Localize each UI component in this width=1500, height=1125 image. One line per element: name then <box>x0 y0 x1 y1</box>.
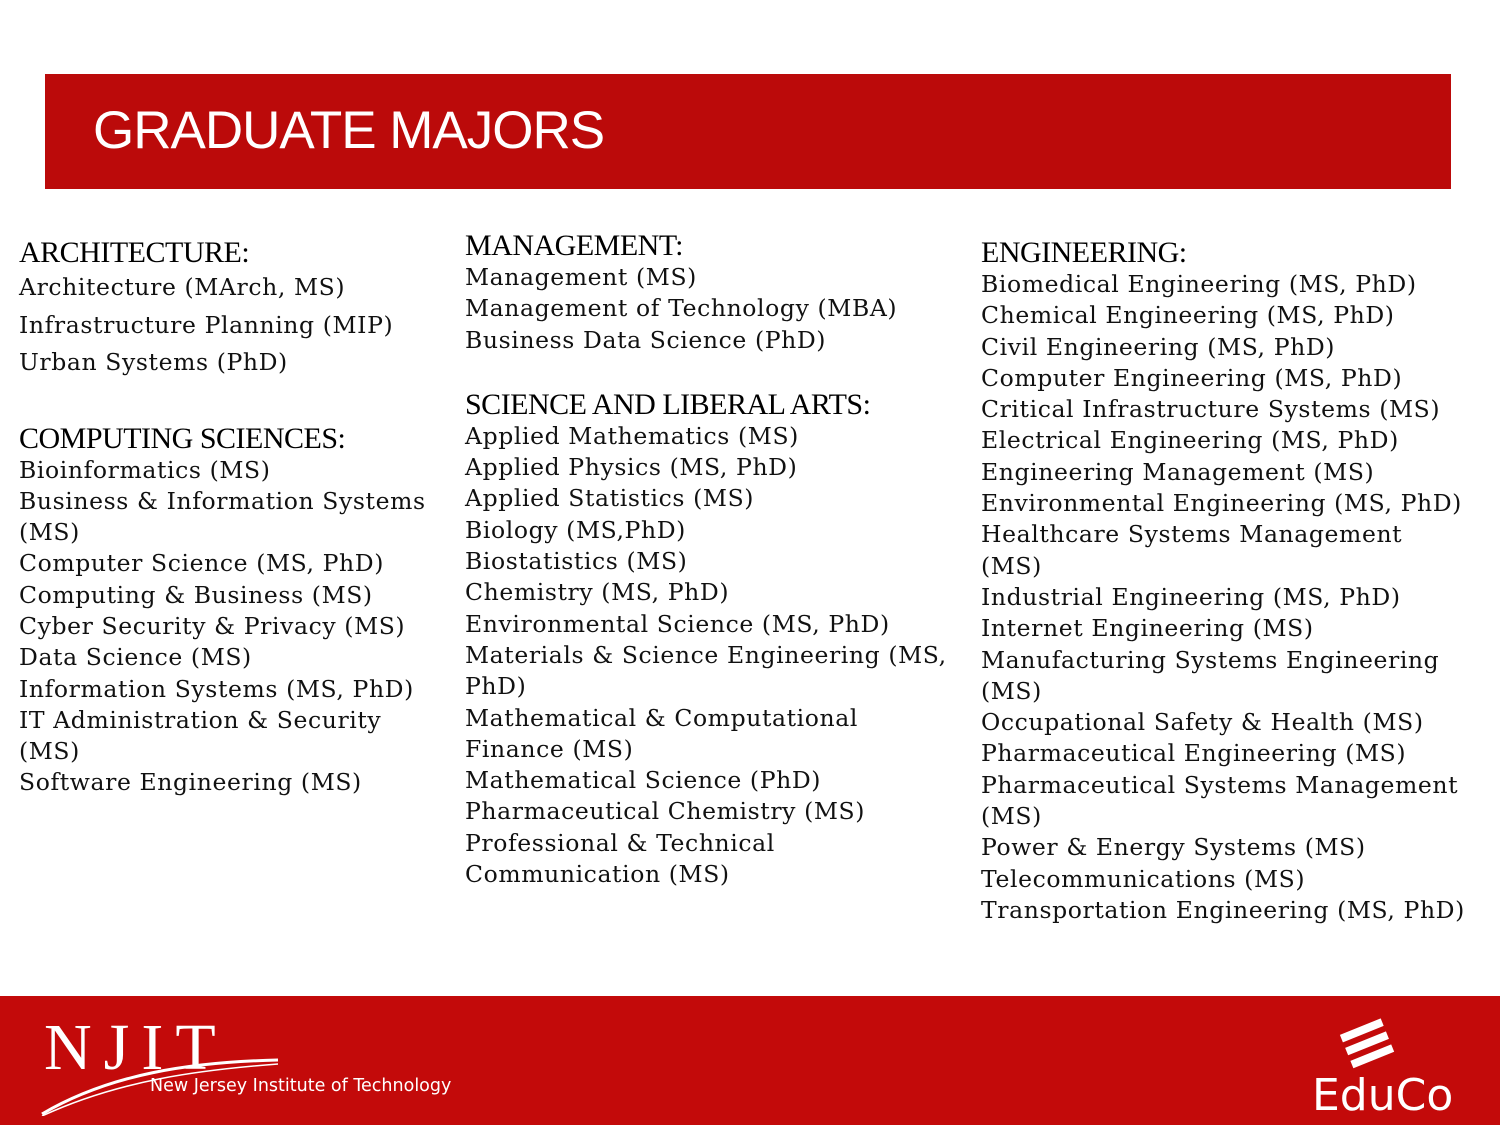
list-item: Critical Infrastructure Systems (MS) <box>981 395 1441 424</box>
list-item: Business & Information Systems (MS) <box>19 486 426 547</box>
list-item: Electrical Engineering (MS, PhD) <box>981 426 1399 455</box>
column-left <box>19 236 439 799</box>
list-item: Applied Statistics (MS) <box>465 484 755 513</box>
list-item: Civil Engineering (MS, PhD) <box>981 332 1336 361</box>
list-item: Computer Engineering (MS, PhD) <box>981 363 1403 392</box>
management-section <box>465 229 975 356</box>
educo-logo <box>1300 1010 1470 1114</box>
engineering-section <box>981 236 1481 926</box>
list-item: Engineering Management (MS) <box>981 457 1375 486</box>
list-item: Professional & Technical Communication (MS) <box>465 828 775 889</box>
list-item: Software Engineering (MS) <box>19 768 362 797</box>
list-item: Computing & Business (MS) <box>19 580 373 609</box>
list-item: Cyber Security & Privacy (MS) <box>19 611 406 640</box>
list-item: Biology (MS,PhD) <box>465 515 686 544</box>
science-liberal-arts-section <box>465 388 975 890</box>
list-item: Industrial Engineering (MS, PhD) <box>981 582 1401 611</box>
list-item: Management of Technology (MBA) <box>465 294 898 323</box>
column-middle <box>465 229 975 890</box>
list-item: Urban Systems (PhD) <box>19 348 288 376</box>
section-heading: ARCHITECTURE: <box>19 236 250 269</box>
column-right <box>981 236 1481 926</box>
njit-logo <box>40 1004 460 1116</box>
list-item: Transportation Engineering (MS, PhD) <box>981 895 1465 924</box>
list-item: Materials & Science Engineering (MS, PhD) <box>465 640 947 701</box>
list-item: Management (MS) <box>465 263 697 291</box>
list-item: Pharmaceutical Systems Management (MS) <box>981 770 1459 831</box>
educo-wordmark: EduCo <box>1312 1070 1454 1114</box>
list-item: Applied Mathematics (MS) <box>465 421 799 450</box>
section-heading: SCIENCE AND LIBERAL ARTS: <box>465 387 871 421</box>
section-heading: COMPUTING SCIENCES: <box>19 421 346 455</box>
list-item: Pharmaceutical Chemistry (MS) <box>465 797 866 826</box>
list-item: Healthcare Systems Management (MS) <box>981 520 1403 580</box>
list-item: Mathematical Science (PhD) <box>465 766 822 795</box>
list-item: Pharmaceutical Engineering (MS) <box>981 739 1407 768</box>
list-item: Chemistry (MS, PhD) <box>465 578 730 607</box>
list-item: Biostatistics (MS) <box>465 547 688 576</box>
list-item: Occupational Safety & Health (MS) <box>981 708 1424 737</box>
footer-bar <box>0 996 1500 1125</box>
list-item: Applied Physics (MS, PhD) <box>465 453 798 482</box>
list-item: Power & Energy Systems (MS) <box>981 833 1366 862</box>
list-item: Internet Engineering (MS) <box>981 614 1314 643</box>
list-item: Computer Science (MS, PhD) <box>19 549 384 578</box>
list-item: Infrastructure Planning (MIP) <box>19 310 394 339</box>
educo-stripes-icon <box>1340 1018 1394 1068</box>
computing-sciences-section <box>19 422 439 799</box>
list-item: Environmental Engineering (MS, PhD) <box>981 489 1462 518</box>
section-heading: ENGINEERING: <box>981 236 1187 269</box>
page-title: GRADUATE MAJORS <box>93 101 605 160</box>
list-item: Biomedical Engineering (MS, PhD) <box>981 270 1417 298</box>
njit-subtitle: New Jersey Institute of Technology <box>150 1076 452 1096</box>
list-item: Manufacturing Systems Engineering (MS) <box>981 645 1440 705</box>
list-item: Data Science (MS) <box>19 643 252 672</box>
njit-letters: NJIT <box>44 1011 228 1084</box>
architecture-section <box>19 236 439 382</box>
list-item: Information Systems (MS, PhD) <box>19 674 414 703</box>
section-heading: MANAGEMENT: <box>465 229 683 262</box>
list-item: Environmental Science (MS, PhD) <box>465 609 890 638</box>
list-item: IT Administration & Security (MS) <box>19 705 382 766</box>
list-item: Business Data Science (PhD) <box>465 325 827 354</box>
list-item: Chemical Engineering (MS, PhD) <box>981 301 1395 330</box>
title-banner <box>45 74 1451 189</box>
list-item: Mathematical & Computational Finance (MS) <box>465 703 858 763</box>
list-item: Telecommunications (MS) <box>981 864 1306 893</box>
list-item: Architecture (MArch, MS) <box>19 273 346 301</box>
list-item: Bioinformatics (MS) <box>19 455 271 484</box>
